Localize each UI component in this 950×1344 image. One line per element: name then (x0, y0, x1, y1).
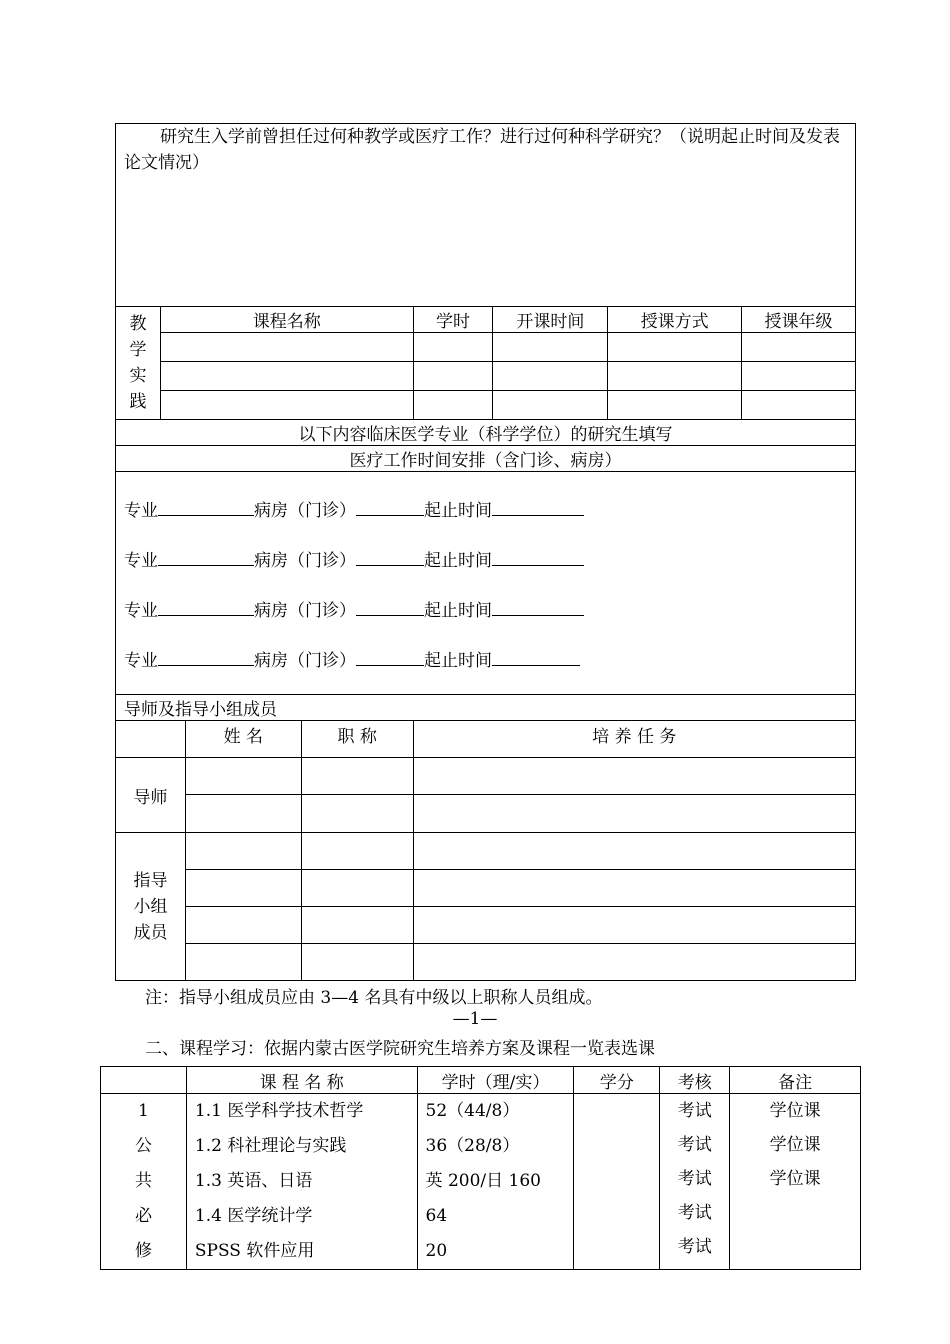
course-hours-value: 36（28/8） (425, 1136, 520, 1156)
header-training-task: 培 养 任 务 (413, 721, 855, 758)
remark-value: 学位课 (769, 1135, 821, 1155)
course-name: 1.2 科社理论与实践 (194, 1136, 347, 1156)
schedule-line[interactable]: 专业 病房（门诊） 起止时间 (124, 546, 847, 596)
advisors-title: 导师及指导小组成员 (116, 695, 856, 721)
course-remarks (730, 1094, 861, 1270)
prior-experience-question: 研究生入学前曾担任过何种教学或医疗工作？进行过何种科学研究？（说明起止时间及发表论文情况） (124, 127, 840, 173)
course-hours-value: 20 (425, 1241, 448, 1261)
schedule-line[interactable]: 专业 病房（门诊） 起止时间 (124, 496, 847, 546)
schedule-lines (116, 472, 856, 695)
advisor-cell[interactable] (185, 795, 301, 833)
advisor-cell[interactable] (413, 795, 855, 833)
advisors-corner (116, 721, 186, 758)
course-name: 1.4 医学统计学 (194, 1206, 313, 1226)
teaching-cell[interactable] (608, 391, 742, 420)
assessment-value: 考试 (677, 1135, 712, 1155)
header-course-hours: 学时（理/实） (417, 1067, 574, 1094)
header-teaching-grade: 授课年级 (742, 307, 856, 333)
teaching-cell[interactable] (608, 333, 742, 362)
course-assessment (660, 1094, 730, 1270)
period-blank[interactable] (492, 500, 584, 516)
clinical-notice: 以下内容临床医学专业（科学学位）的研究生填写 (116, 420, 856, 446)
group-cell[interactable] (185, 870, 301, 907)
group-cell[interactable] (301, 944, 413, 981)
teaching-cell[interactable] (160, 333, 413, 362)
course-table (100, 1066, 861, 1270)
teaching-cell[interactable] (413, 391, 493, 420)
teaching-cell[interactable] (493, 362, 608, 391)
major-blank[interactable] (158, 500, 254, 516)
guidance-group-label: 指导 小组 成员 (116, 833, 186, 981)
advisor-cell[interactable] (413, 758, 855, 795)
teaching-cell[interactable] (742, 391, 856, 420)
teaching-cell[interactable] (608, 362, 742, 391)
header-course-name: 课程名称 (160, 307, 413, 333)
advisor-cell[interactable] (301, 758, 413, 795)
header-credits: 学分 (574, 1067, 660, 1094)
course-hours (417, 1094, 574, 1270)
advisor-cell[interactable] (301, 795, 413, 833)
header-start-time: 开课时间 (493, 307, 608, 333)
ward-blank[interactable] (356, 550, 424, 566)
course-hours-value: 64 (425, 1206, 448, 1226)
period-blank[interactable] (492, 600, 584, 616)
major-blank[interactable] (158, 600, 254, 616)
course-hours-value: 52（44/8） (425, 1101, 520, 1121)
header-remarks: 备注 (730, 1067, 861, 1094)
header-name: 姓 名 (185, 721, 301, 758)
course-name: 1.3 英语、日语 (194, 1171, 313, 1191)
schedule-title: 医疗工作时间安排（含门诊、病房） (116, 446, 856, 472)
teaching-cell[interactable] (493, 391, 608, 420)
teaching-cell[interactable] (413, 333, 493, 362)
assessment-value: 考试 (677, 1101, 712, 1121)
assessment-value: 考试 (677, 1169, 712, 1189)
group-cell[interactable] (413, 833, 855, 870)
group-cell[interactable] (413, 870, 855, 907)
teaching-cell[interactable] (742, 333, 856, 362)
header-assessment: 考核 (660, 1067, 730, 1094)
course-credits-cell[interactable] (574, 1094, 660, 1270)
header-teaching-mode: 授课方式 (608, 307, 742, 333)
assessment-value: 考试 (677, 1203, 712, 1223)
advisor-label: 导师 (116, 758, 186, 833)
prior-experience-cell[interactable] (116, 124, 856, 307)
remark-value: 学位课 (769, 1101, 821, 1121)
group-cell[interactable] (301, 833, 413, 870)
header-course: 课 程 名 称 (186, 1067, 417, 1094)
public-required-label: 1 公 共 必 修 (101, 1094, 187, 1270)
teaching-cell[interactable] (742, 362, 856, 391)
teaching-cell[interactable] (413, 362, 493, 391)
group-cell[interactable] (185, 907, 301, 944)
assessment-value: 考试 (677, 1237, 712, 1257)
schedule-line[interactable]: 专业 病房（门诊） 起止时间 (124, 596, 847, 646)
remark-value: 学位课 (769, 1169, 821, 1189)
advisor-cell[interactable] (185, 758, 301, 795)
page-number: —1— (452, 1009, 498, 1029)
group-cell[interactable] (301, 907, 413, 944)
ward-blank[interactable] (356, 600, 424, 616)
group-cell[interactable] (185, 833, 301, 870)
teaching-cell[interactable] (160, 362, 413, 391)
major-blank[interactable] (158, 650, 254, 666)
teaching-practice-label: 教 学 实 践 (116, 307, 161, 420)
course-study-heading: 二、课程学习：依据内蒙古医学院研究生培养方案及课程一览表选课 (145, 1039, 655, 1059)
course-name: 1.1 医学科学技术哲学 (194, 1101, 364, 1121)
graduate-form-table (115, 123, 856, 981)
course-names (186, 1094, 417, 1270)
period-blank[interactable] (492, 550, 584, 566)
group-cell[interactable] (413, 944, 855, 981)
schedule-line[interactable]: 专业 病房（门诊） 起止时间 (124, 646, 847, 694)
group-cell[interactable] (413, 907, 855, 944)
teaching-cell[interactable] (160, 391, 413, 420)
course-hours-value: 英 200/日 160 (425, 1171, 541, 1191)
group-cell[interactable] (185, 944, 301, 981)
header-title: 职 称 (301, 721, 413, 758)
teaching-cell[interactable] (493, 333, 608, 362)
major-blank[interactable] (158, 550, 254, 566)
course-name: SPSS 软件应用 (194, 1241, 315, 1261)
ward-blank[interactable] (356, 650, 424, 666)
group-cell[interactable] (301, 870, 413, 907)
group-composition-note: 注：指导小组成员应由 3—4 名具有中级以上职称人员组成。 (145, 988, 603, 1008)
ward-blank[interactable] (356, 500, 424, 516)
header-hours: 学时 (413, 307, 493, 333)
period-blank[interactable] (492, 650, 580, 666)
course-header-corner (101, 1067, 187, 1094)
